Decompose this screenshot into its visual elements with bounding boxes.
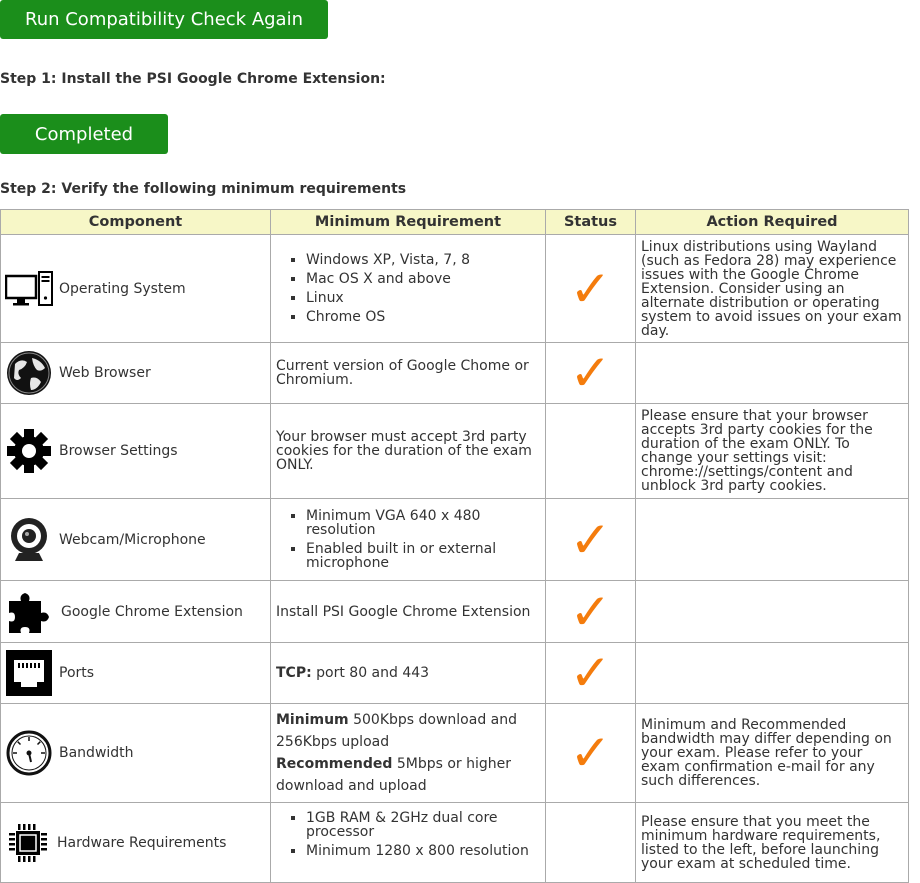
step-1-heading: Step 1: Install the PSI Google Chrome Extension:	[0, 71, 386, 87]
requirement-label: TCP:	[276, 665, 312, 681]
status-check-icon: ✓	[569, 344, 612, 402]
requirement-list	[276, 253, 540, 324]
completed-button[interactable]: Completed	[0, 114, 168, 154]
action-text	[636, 499, 909, 581]
minimum-value: 500Kbps download and 256Kbps upload	[276, 712, 517, 750]
component-name: Browser Settings	[59, 443, 178, 459]
component-name: Web Browser	[59, 365, 151, 381]
step-2-heading: Step 2: Verify the following minimum requirements	[0, 181, 407, 197]
table-header-row	[1, 210, 909, 235]
ethernet-port-icon	[5, 649, 53, 697]
component-name: Webcam/Microphone	[59, 531, 206, 548]
webcam-icon	[5, 515, 53, 565]
table-row	[1, 343, 909, 404]
requirement-list	[276, 509, 540, 570]
header-component: Component	[1, 210, 271, 235]
recommended-value: 5Mbps or higher download and upload	[276, 756, 511, 794]
requirements-table	[0, 209, 909, 883]
globe-icon	[5, 348, 53, 398]
component-name: Hardware Requirements	[57, 834, 227, 851]
table-row	[1, 803, 909, 883]
list-item: ▪ Minimum 1280 x 800 resolution	[306, 844, 540, 858]
status-check-icon: ✓	[569, 582, 612, 641]
table-row	[1, 643, 909, 704]
component-name: Ports	[59, 665, 95, 681]
list-item: ▪ Enabled built in or external microphone	[306, 542, 540, 570]
action-text: Linux distributions using Wayland (such as Fedora 28) may experience issues with the Google Chrome Extension. Consider using an alternate distribution or operating system to avoid issues on your exam day.	[636, 235, 909, 343]
minimum-label: Minimum	[276, 712, 349, 728]
list-item: ▪ Mac OS X and above	[306, 272, 540, 286]
table-row	[1, 581, 909, 643]
requirement-list	[276, 811, 540, 858]
gear-icon	[5, 427, 53, 475]
gauge-icon	[5, 729, 53, 777]
header-minimum-requirement: Minimum Requirement	[271, 210, 546, 235]
component-name: Google Chrome Extension	[61, 603, 243, 620]
action-text: Minimum and Recommended bandwidth may differ depending on your exam. Please refer to your exam confirmation e-mail for any such differences.	[636, 704, 909, 803]
status-check-icon: ✓	[569, 724, 612, 782]
requirement-text: Current version of Google Chome or Chromium.	[271, 343, 546, 404]
recommended-bandwidth	[276, 753, 540, 797]
minimum-bandwidth	[276, 709, 540, 753]
table-row	[1, 704, 909, 803]
component-name: Bandwidth	[59, 745, 134, 761]
status-check-icon: ✓	[569, 510, 612, 569]
cpu-chip-icon	[5, 820, 51, 866]
status-check-icon: ✓	[569, 259, 612, 318]
list-item: ▪ Minimum VGA 640 x 480 resolution	[306, 509, 540, 537]
status-check-icon: ✓	[569, 644, 612, 702]
requirement-text: Install PSI Google Chrome Extension	[271, 581, 546, 643]
action-text: Please ensure that your browser accepts 3rd party cookies for the duration of the exam ONLY. To change your settings visit: chrome://settings/content and unblock 3rd party cookies.	[636, 404, 909, 499]
computer-icon	[5, 270, 53, 308]
table-row	[1, 404, 909, 499]
action-text: Please ensure that you meet the minimum hardware requirements, listed to the left, before launching your exam at scheduled time.	[636, 803, 909, 883]
action-text	[636, 343, 909, 404]
requirement-text: port 80 and 443	[316, 665, 430, 681]
header-action-required: Action Required	[636, 210, 909, 235]
recommended-label: Recommended	[276, 756, 393, 772]
header-status: Status	[546, 210, 636, 235]
action-text	[636, 581, 909, 643]
puzzle-icon	[5, 587, 55, 637]
run-compatibility-check-button[interactable]: Run Compatibility Check Again	[0, 0, 328, 39]
list-item: ▪ Linux	[306, 291, 540, 305]
table-row	[1, 499, 909, 581]
list-item: ▪ Windows XP, Vista, 7, 8	[306, 253, 540, 267]
list-item: ▪ 1GB RAM & 2GHz dual core processor	[306, 811, 540, 839]
list-item: ▪ Chrome OS	[306, 310, 540, 324]
requirement-text: Your browser must accept 3rd party cookies for the duration of the exam ONLY.	[271, 404, 546, 499]
action-text	[636, 643, 909, 704]
component-name: Operating System	[59, 280, 186, 297]
table-row	[1, 235, 909, 343]
